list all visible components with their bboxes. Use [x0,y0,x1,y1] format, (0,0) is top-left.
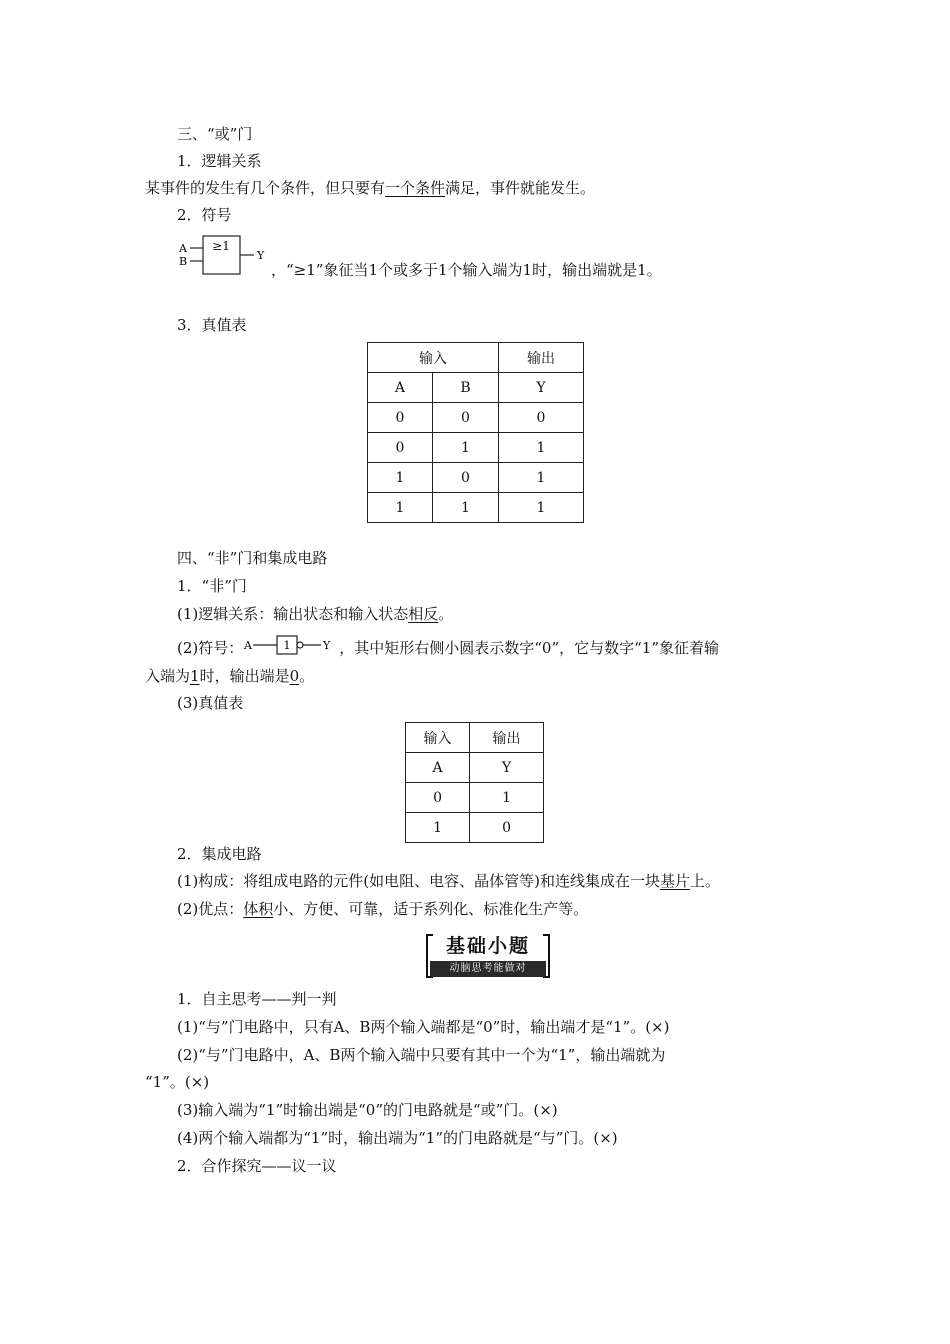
not-gate-label: 1 [283,639,291,652]
table-cell: 0 [406,783,470,813]
not-truth-table [405,722,544,843]
table-cell: Y [470,753,544,783]
table-cell: 1 [470,783,544,813]
table-cell: 0 [470,813,544,843]
exercise-title2: 2．合作探究——议一议 [177,1157,337,1175]
table-row [368,493,584,523]
ic-composition [177,871,720,891]
table-cell: 1 [368,463,433,493]
not-logic-fill: 相反 [408,605,439,623]
ic-comp-fill: 基片 [659,872,690,890]
table-row [368,373,584,403]
or-gate-label: ≥1 [212,239,230,253]
table-cell: Y [499,373,584,403]
not-gate-a: A [244,639,253,652]
not-symbol-line [177,638,719,658]
table-row [406,783,544,813]
table-cell: A [406,753,470,783]
not-logic-post: 。 [438,605,454,623]
badge-title: 基础小题 [445,935,530,957]
not-symbol-line2-mid: 时，输出端是 [199,667,290,685]
not-symbol-line2-post: 。 [299,667,315,685]
table-cell: 1 [499,493,584,523]
or-table-output-header: 输出 [499,343,584,373]
table-cell: 1 [432,493,498,523]
table-row [368,433,584,463]
exercise-q2-line2: “1”。(×) [145,1073,210,1091]
exercise-q1: (1)“与”门电路中，只有A、B两个输入端都是“0”时，输出端才是“1”。(×) [177,1018,670,1036]
not-sub-title: 1．“非”门 [177,577,247,595]
exercise-q4: (4)两个输入端都为“1”时，输出端为“1”的门电路就是“与”门。(×) [177,1129,618,1147]
not-logic-pre: (1)逻辑关系：输出状态和输入状态 [177,605,409,623]
or-logic-post: 满足，事件就能发生。 [445,179,596,197]
or-gate-b: B [179,255,188,268]
or-logic-text [145,178,595,198]
not-symbol-pre: (2)符号： [177,639,244,657]
or-gate-heading: 三、“或”门 [177,125,253,143]
or-logic-pre: 某事件的发生有几个条件，但只要有 [145,179,386,197]
exercise-q3: (3)输入端为“1”时输出端是“0”的门电路就是“或”门。(×) [177,1101,558,1119]
table-cell: 1 [499,433,584,463]
table-row [406,813,544,843]
ic-advantage [177,899,588,919]
not-symbol-fill1: 1 [190,667,200,685]
or-truth-table [367,342,584,523]
not-table-output-header: 输出 [470,723,544,753]
table-cell: A [368,373,433,403]
table-cell: 1 [406,813,470,843]
not-gate-symbol [243,634,339,658]
not-table-title: (3)真值表 [177,694,244,712]
or-logic-title: 1．逻辑关系 [177,152,262,170]
ic-title: 2．集成电路 [177,845,262,863]
table-cell: 0 [368,403,433,433]
not-gate-heading: 四、“非”门和集成电路 [177,549,328,567]
not-symbol-line2-pre: 入端为 [145,667,191,685]
not-symbol-line2 [145,666,314,686]
not-symbol-fill2: 0 [289,667,300,685]
ic-comp-pre: (1)构成：将组成电路的元件(如电阻、电容、晶体管等)和连线集成在一块 [177,872,660,890]
table-cell: 0 [432,403,498,433]
not-gate-y: Y [323,639,331,652]
or-logic-fill: 一个条件 [385,179,446,197]
table-cell: 1 [432,433,498,463]
table-row [368,463,584,493]
table-row [368,403,584,433]
ic-adv-fill: 体积 [243,900,274,918]
table-row [406,723,544,753]
not-logic-text [177,604,453,624]
table-cell: 0 [432,463,498,493]
or-table-input-header: 输入 [368,343,499,373]
or-gate-a: A [179,242,187,255]
or-symbol-title: 2．符号 [177,206,232,224]
or-gate-symbol [175,232,271,278]
exercise-q2-line1: (2)“与”门电路中，A、B两个输入端中只要有其中一个为“1”，输出端就为 [177,1046,666,1064]
or-table-title: 3．真值表 [177,316,247,334]
table-row [406,753,544,783]
table-cell: 1 [499,463,584,493]
exercise-title: 1．自主思考——判一判 [177,990,337,1008]
badge-subtitle: 动脑思考能做对 [430,961,546,977]
ic-comp-post: 上。 [689,872,720,890]
not-symbol-desc: ，其中矩形右侧小圆表示数字“0”，它与数字“1”象征着输 [339,639,720,657]
table-cell: 0 [368,433,433,463]
not-table-input-header: 输入 [406,723,470,753]
or-symbol-desc: ，“≥1”象征当1个或多于1个输入端为1时，输出端就是1。 [271,261,662,279]
table-cell: 0 [499,403,584,433]
ic-adv-post: 小、方便、可靠，适于系列化、标准化生产等。 [273,900,589,918]
ic-adv-pre: (2)优点： [177,900,244,918]
not-gate-bubble [297,642,303,648]
table-cell: 1 [368,493,433,523]
table-cell: B [432,373,498,403]
or-gate-y: Y [257,249,265,262]
section-badge [426,932,550,978]
